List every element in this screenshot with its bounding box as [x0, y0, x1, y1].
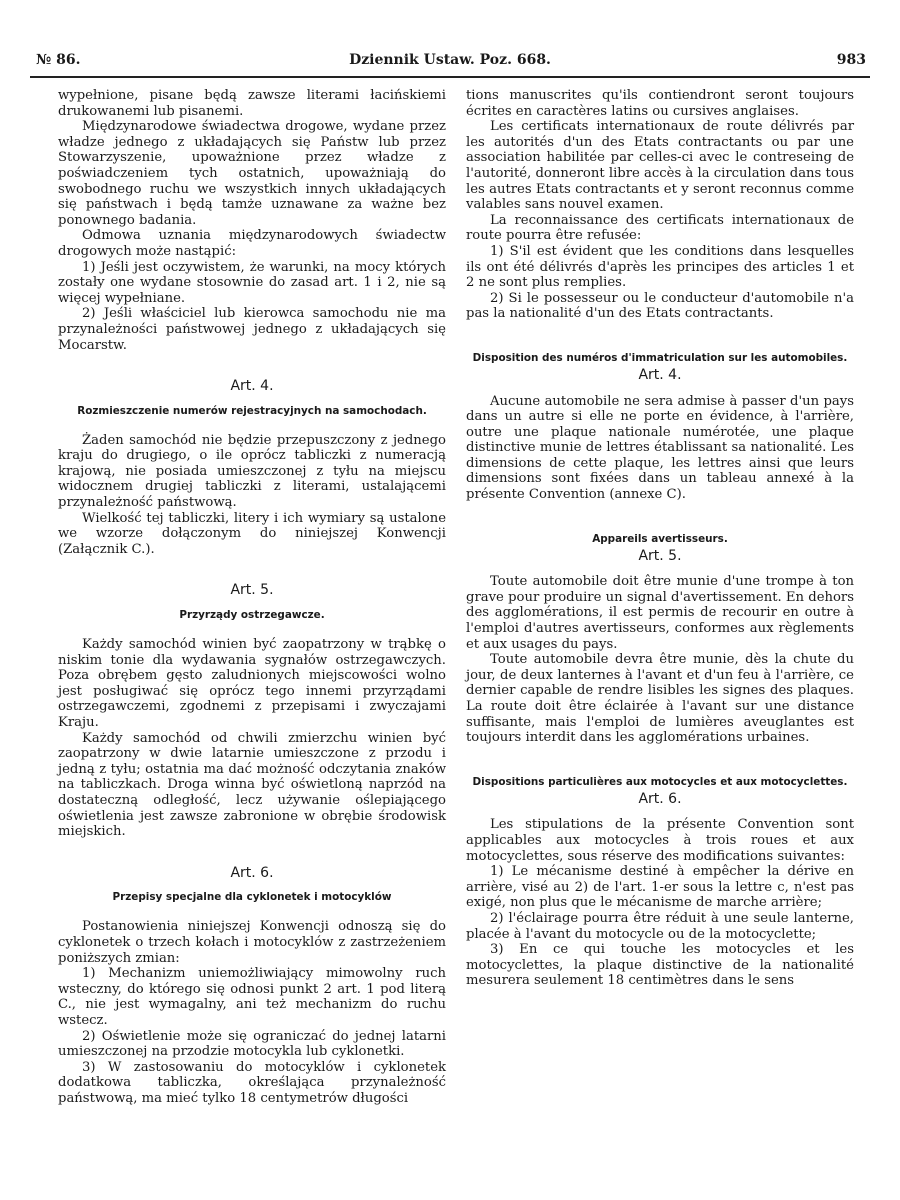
french-column [466, 88, 854, 989]
paragraph: 1) Le mécanisme destiné à empêcher la dérive en arrière, visé au 2) de l'art. 1-er sous la lettre c, n'est pas exigé, non plus que le mécanisme de marche arrière; [466, 864, 854, 911]
polish-column [58, 88, 446, 1106]
page-number: 983 [836, 52, 866, 68]
paragraph: Les certificats internationaux de route délivrés par les autorités d'un des Etats contractants ou par une association habilitée par celles-ci avec le contreseing de l'autorité, donneront libre accès à la circulation dans tous les autres Etats contractants et y seront reconnus comme valables sans nouvel examen. [466, 119, 855, 213]
paragraph: Każdy samochód winien być zaopatrzony w trąbkę o niskim tonie dla wydawania sygnałów ostrzegawczych. Poza obrębem gęsto zaludnionych miejscowości wolno jest posługiwać się oprócz tego innemi przyrządami ostrzegawczemi, zgodnemi z przepisami i zwyczajami Kraju. [58, 637, 446, 730]
journal-title: Dziennik Ustaw. Poz. 668. [349, 52, 551, 68]
paragraph: Międzynarodowe świadectwa drogowe, wydane przez władze jednego z układających się Państw lub przez Stowarzyszenie, upoważnione przez władze z poświadczeniem tych ostatnich, upoważniają do swobodnego ruchu we wszystkich innych układających się państwach i będą tamże uznawane za ważne bez ponownego badania. [58, 119, 446, 228]
paragraph: 2) Jeśli właściciel lub kierowca samochodu nie ma przynależności państwowej jednego z układających się Mocarstw. [58, 306, 446, 353]
article-title: Appareils avertisseurs. [592, 532, 728, 545]
paragraph: Każdy samochód od chwili zmierzchu winien być zaopatrzony w dwie latarnie umieszczone z przodu i jedną z tyłu; ostatnia ma dać możność odczytania znaków na tabliczkach. Droga winna być oświetloną naprzód na dostateczną odległość, lecz używanie oślepiającego oświetlenia jest zawsze zabronione w obrębie środowisk miejskich. [58, 730, 446, 840]
issue-number: № 86. [36, 52, 81, 68]
article-title: Disposition des numéros d'immatriculation sur les automobiles. [472, 351, 848, 364]
article-heading: Art. 6. [230, 864, 274, 881]
header-rule [30, 76, 870, 78]
article-title: Przyrządy ostrzegawcze. [179, 609, 325, 622]
article-title: Przepisy specjalne dla cyklonetek i motocyklów [112, 891, 392, 904]
paragraph: Odmowa uznania międzynarodowych świadectw drogowych może nastąpić: [58, 228, 446, 259]
article-title: Dispositions particulières aux motocycles et aux motocyclettes. [472, 775, 848, 788]
paragraph: wypełnione, pisane będą zawsze literami łacińskiemi drukowanemi lub pisanemi. [58, 88, 446, 119]
paragraph: 3) W zastosowaniu do motocyklów i cyklonetek dodatkowa tabliczka, określająca przynależność państwową, ma mieć tylko 18 centymetrów długości [58, 1059, 446, 1106]
paragraph: Wielkość tej tabliczki, litery i ich wymiary są ustalone we wzorze dołączonym do niniejszej Konwencji (Załącznik C.). [58, 510, 446, 557]
paragraph: Toute automobile doit être munie d'une trompe à ton grave pour produire un signal d'avertissement. En dehors des agglomérations, il est permis de recourir en outre à l'emploi d'autres avertisseurs, conformes aux règlements et aux usages du pays. [466, 574, 854, 652]
paragraph: 2) Oświetlenie może się ograniczać do jednej latarni umieszczonej na przodzie motocykla lub cyklonetki. [58, 1028, 446, 1060]
paragraph: 3) En ce qui touche les motocycles et les motocyclettes, la plaque distinctive de la nationalité mesurera seulement 18 centimètres dans le sens [466, 942, 854, 989]
paragraph: Toute automobile devra être munie, dès la chute du jour, de deux lanternes à l'avant et d'un feu à l'arrière, ce dernier capable de rendre lisibles les signes des plaques. La route doit être éclairée à l'avant sur une distance suffisante, mais l'emploi de lumières aveuglantes est toujours interdit dans les agglomérations urbaines. [466, 652, 854, 746]
article-heading: Art. 4. [230, 378, 274, 395]
article-heading: Art. 5. [230, 582, 274, 599]
paragraph: 2) l'éclairage pourra être réduit à une seule lanterne, placée à l'avant du motocycle ou de la motocyclette; [466, 910, 854, 942]
paragraph: tions manuscrites qu'ils contiendront seront toujours écrites en caractères latins ou cursives anglaises. [466, 88, 854, 119]
page-header [30, 52, 870, 76]
paragraph: 1) Mechanizm uniemożliwiający mimowolny ruch wsteczny, do którego się odnosi punkt 2 art. 1 pod literą C., nie jest wymagalny, ani też mechanizm do ruchu wstecz. [58, 966, 446, 1028]
paragraph: Les stipulations de la présente Convention sont applicables aux motocycles à trois roues et aux motocyclettes, sous réserve des modifications suivantes: [466, 817, 854, 864]
paragraph: La reconnaissance des certificats internationaux de route pourra être refusée: [466, 212, 854, 244]
paragraph: 1) S'il est évident que les conditions dans lesquelles ils ont été délivrés d'après les principes des articles 1 et 2 ne sont plus remplies. [466, 243, 854, 291]
article-heading: Art. 6. [638, 790, 682, 807]
article-heading: Art. 4. [638, 366, 682, 383]
paragraph: 1) Jeśli jest oczywistem, że warunki, na mocy których zostały one wydane stosownie do zasad art. 1 i 2, nie są więcej wypełniane. [58, 259, 446, 306]
paragraph: 2) Si le possesseur ou le conducteur d'automobile n'a pas la nationalité d'un des Etats contractants. [466, 290, 854, 322]
article-heading: Art. 5. [638, 547, 682, 564]
paragraph: Aucune automobile ne sera admise à passer d'un pays dans un autre si elle ne porte en évidence, à l'arrière, outre une plaque nationale numérotée, une plaque distinctive munie de lettres établissant sa nationalité. Les dimensions de cette plaque, les lettres ainsi que leurs dimensions sont fixées dans un tableau annexé à la présente Convention (annexe C). [466, 393, 854, 503]
paragraph: Postanowienia niniejszej Konwencji odnoszą się do cyklonetek o trzech kołach i motocyklów z zastrzeżeniem poniższych zmian: [58, 919, 446, 966]
paragraph: Żaden samochód nie będzie przepuszczony z jednego kraju do drugiego, o ile oprócz tabliczki z numeracją krajową, nie posiada umieszczonej z tyłu na miejscu widocznem drugiej tabliczki z literami, ustalającemi przynależność państwową. [58, 432, 446, 511]
article-title: Rozmieszczenie numerów rejestracyjnych na samochodach. [77, 404, 427, 417]
